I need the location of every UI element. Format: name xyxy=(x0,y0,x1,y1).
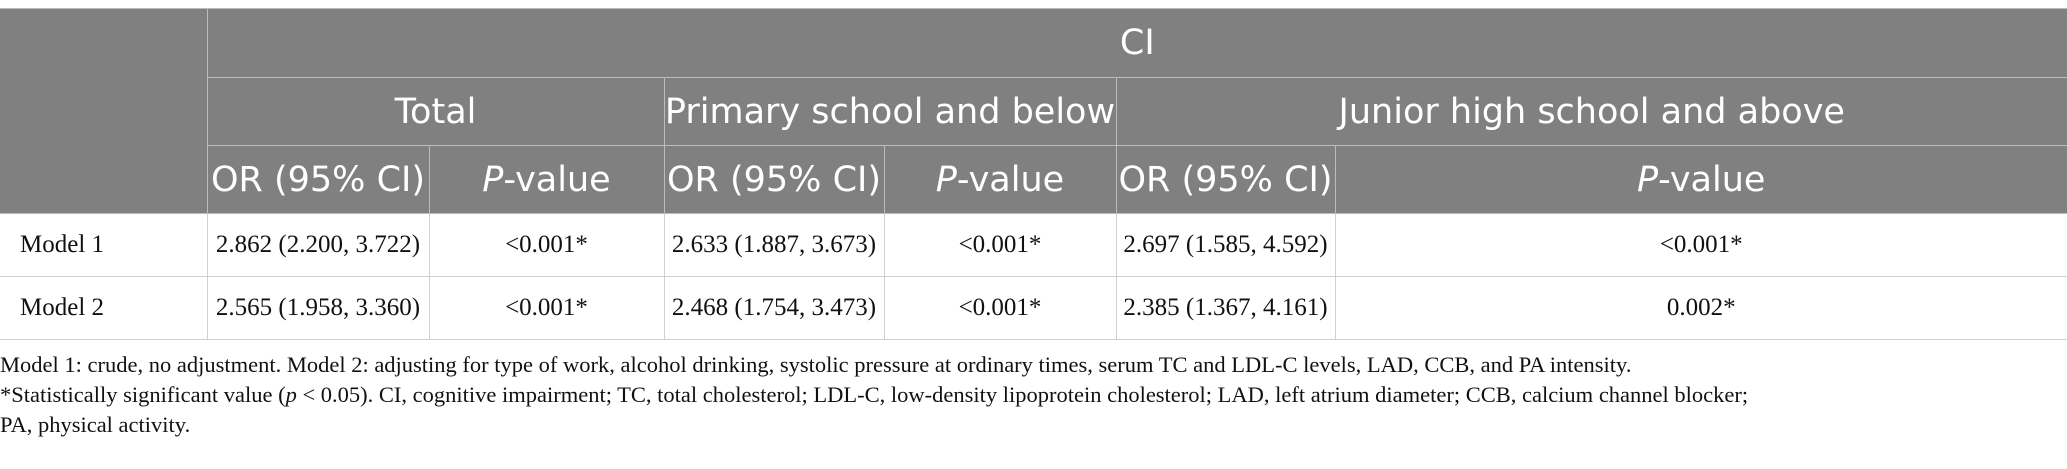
cell-or-primary: 2.468 (1.754, 3.473) xyxy=(664,277,884,340)
footnote-last-line: PA, physical activity. xyxy=(0,412,191,437)
results-table xyxy=(0,8,2067,340)
p-rest: -value xyxy=(956,159,1065,200)
p-italic: P xyxy=(482,159,504,200)
cell-p-total: <0.001* xyxy=(429,214,664,277)
footnote-models: Model 1: crude, no adjustment. Model 2: adjusting for type of work, alcohol drinking, systolic pressure at ordinary times, serum TC and LDL-C levels, LAD, CCB, and PA intensity. xyxy=(0,352,1632,377)
row-label: Model 2 xyxy=(0,277,207,340)
table-footnotes xyxy=(0,350,2060,440)
subheader-or-total: OR (95% CI) xyxy=(207,146,429,214)
header-blank-cell xyxy=(0,9,207,214)
p-italic: P xyxy=(935,159,957,200)
cell-p-junior: 0.002* xyxy=(1335,277,2067,340)
table-container xyxy=(0,8,2067,340)
footnote-text: *Statistically significant value ( xyxy=(0,382,286,407)
subheader-p-primary xyxy=(884,146,1116,214)
cell-p-primary: <0.001* xyxy=(884,214,1116,277)
cell-or-junior: 2.697 (1.585, 4.592) xyxy=(1116,214,1335,277)
p-rest: -value xyxy=(503,159,611,200)
subheader-or-primary: OR (95% CI) xyxy=(664,146,884,214)
cell-p-primary: <0.001* xyxy=(884,277,1116,340)
table-row-model-2 xyxy=(0,277,2067,340)
group-header-primary: Primary school and below xyxy=(664,78,1116,146)
subheader-or-junior: OR (95% CI) xyxy=(1116,146,1335,214)
cell-p-total: <0.001* xyxy=(429,277,664,340)
footnote-text: < 0.05). CI, cognitive impairment; TC, total cholesterol; LDL-C, low-density lipoprotein cholesterol; LAD, left atrium diameter; CCB, calcium channel blocker; xyxy=(296,382,1749,407)
cell-or-primary: 2.633 (1.887, 3.673) xyxy=(664,214,884,277)
subheader-p-junior xyxy=(1335,146,2067,214)
group-header-total: Total xyxy=(207,78,664,146)
cell-or-total: 2.862 (2.200, 3.722) xyxy=(207,214,429,277)
subheader-p-total xyxy=(429,146,664,214)
ci-group-header: CI xyxy=(207,9,2067,78)
cell-or-junior: 2.385 (1.367, 4.161) xyxy=(1116,277,1335,340)
group-header-junior: Junior high school and above xyxy=(1116,78,2067,146)
footnote-abbreviations xyxy=(0,380,2060,410)
row-label: Model 1 xyxy=(0,214,207,277)
table-row-model-1 xyxy=(0,214,2067,277)
footnote-p-symbol: p xyxy=(285,382,297,407)
p-rest: -value xyxy=(1658,159,1766,200)
cell-or-total: 2.565 (1.958, 3.360) xyxy=(207,277,429,340)
cell-p-junior: <0.001* xyxy=(1335,214,2067,277)
p-italic: P xyxy=(1637,159,1659,200)
